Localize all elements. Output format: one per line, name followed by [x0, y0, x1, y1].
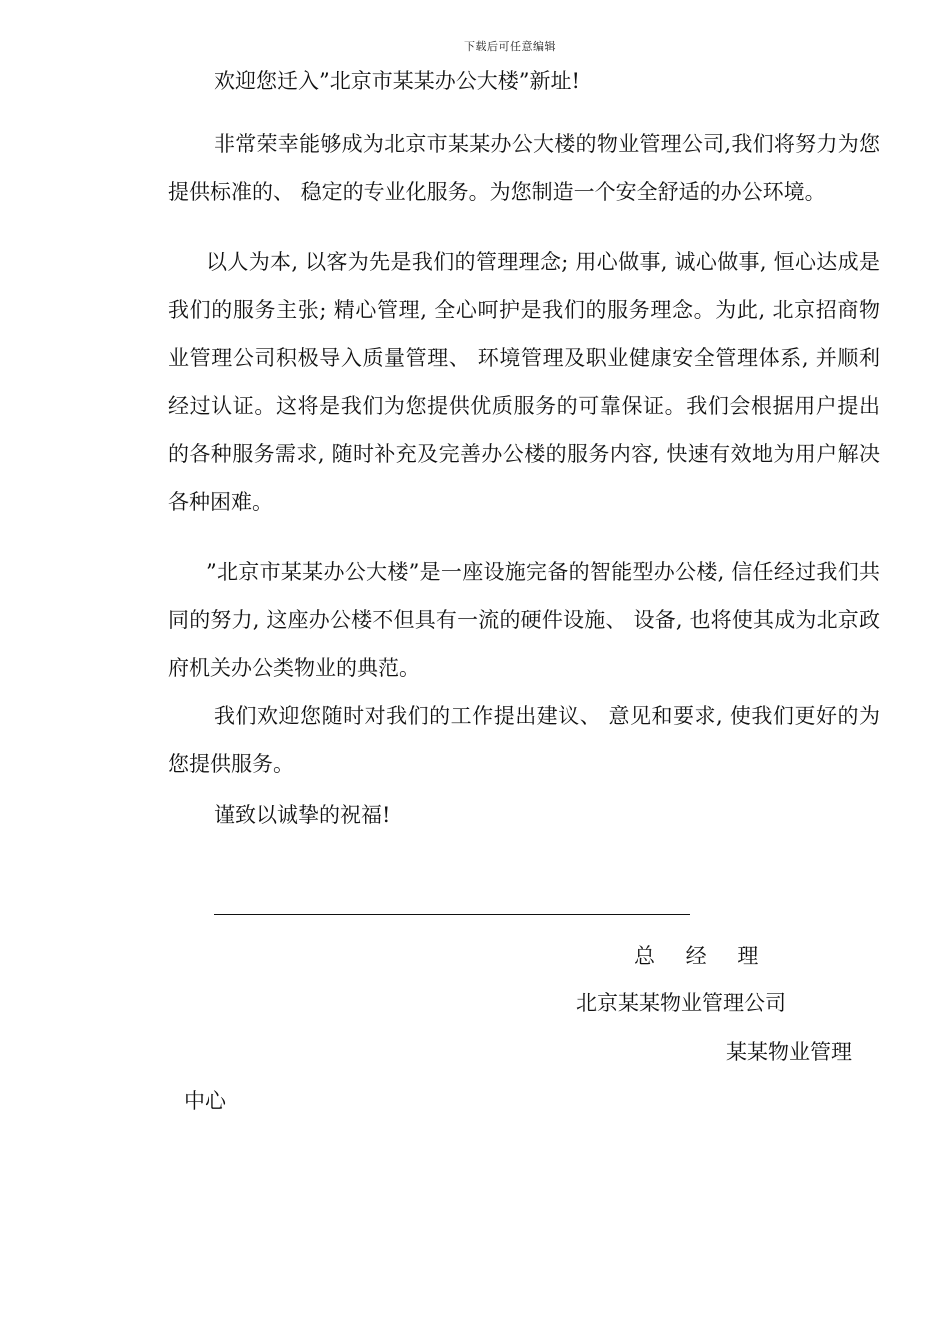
letter-greeting: 欢迎您迁入”北京市某某办公大楼”新址!	[214, 69, 580, 93]
letter-body	[168, 64, 880, 832]
signature-divider	[214, 914, 690, 915]
header-note: 下载后可任意编辑	[464, 40, 556, 53]
letter-paragraph-4: 我们欢迎您随时对我们的工作提出建议、 意见和要求, 使我们更好的为您提供服务。	[168, 704, 880, 776]
letter-closing: 谨致以诚挚的祝福!	[214, 803, 391, 827]
signature-title: 总 经 理	[634, 944, 771, 968]
signature-department: 某某物业管理	[726, 1040, 852, 1064]
signature-department-tail: 中心	[184, 1089, 226, 1113]
letter-paragraph-1: 非常荣幸能够成为北京市某某办公大楼的物业管理公司,我们将努力为您提供标准的、 稳定的专业化服务。为您制造一个安全舒适的办公环境。	[168, 132, 880, 204]
signature-company: 北京某某物业管理公司	[576, 991, 786, 1015]
letter-paragraph-3: ”北京市某某办公大楼”是一座设施完备的智能型办公楼, 信任经过我们共同的努力, 这座办公楼不但具有一流的硬件设施、 设备, 也将使其成为北京政府机关办公类物业的典范。	[168, 560, 880, 680]
letter-paragraph-2: 以人为本, 以客为先是我们的管理理念; 用心做事, 诚心做事, 恒心达成是我们的服务主张; 精心管理, 全心呵护是我们的服务理念。为此, 北京招商物业管理公司积极导入质量管理、 环境管理及职业健康安全管理体系, 并顺利经过认证。这将是我们为您提供优质服务的可靠保证。我们会根据用户提出的各种服务需求, 随时补充及完善办公楼的服务内容, 快速有效地为用户解决各种困难。	[168, 250, 880, 514]
